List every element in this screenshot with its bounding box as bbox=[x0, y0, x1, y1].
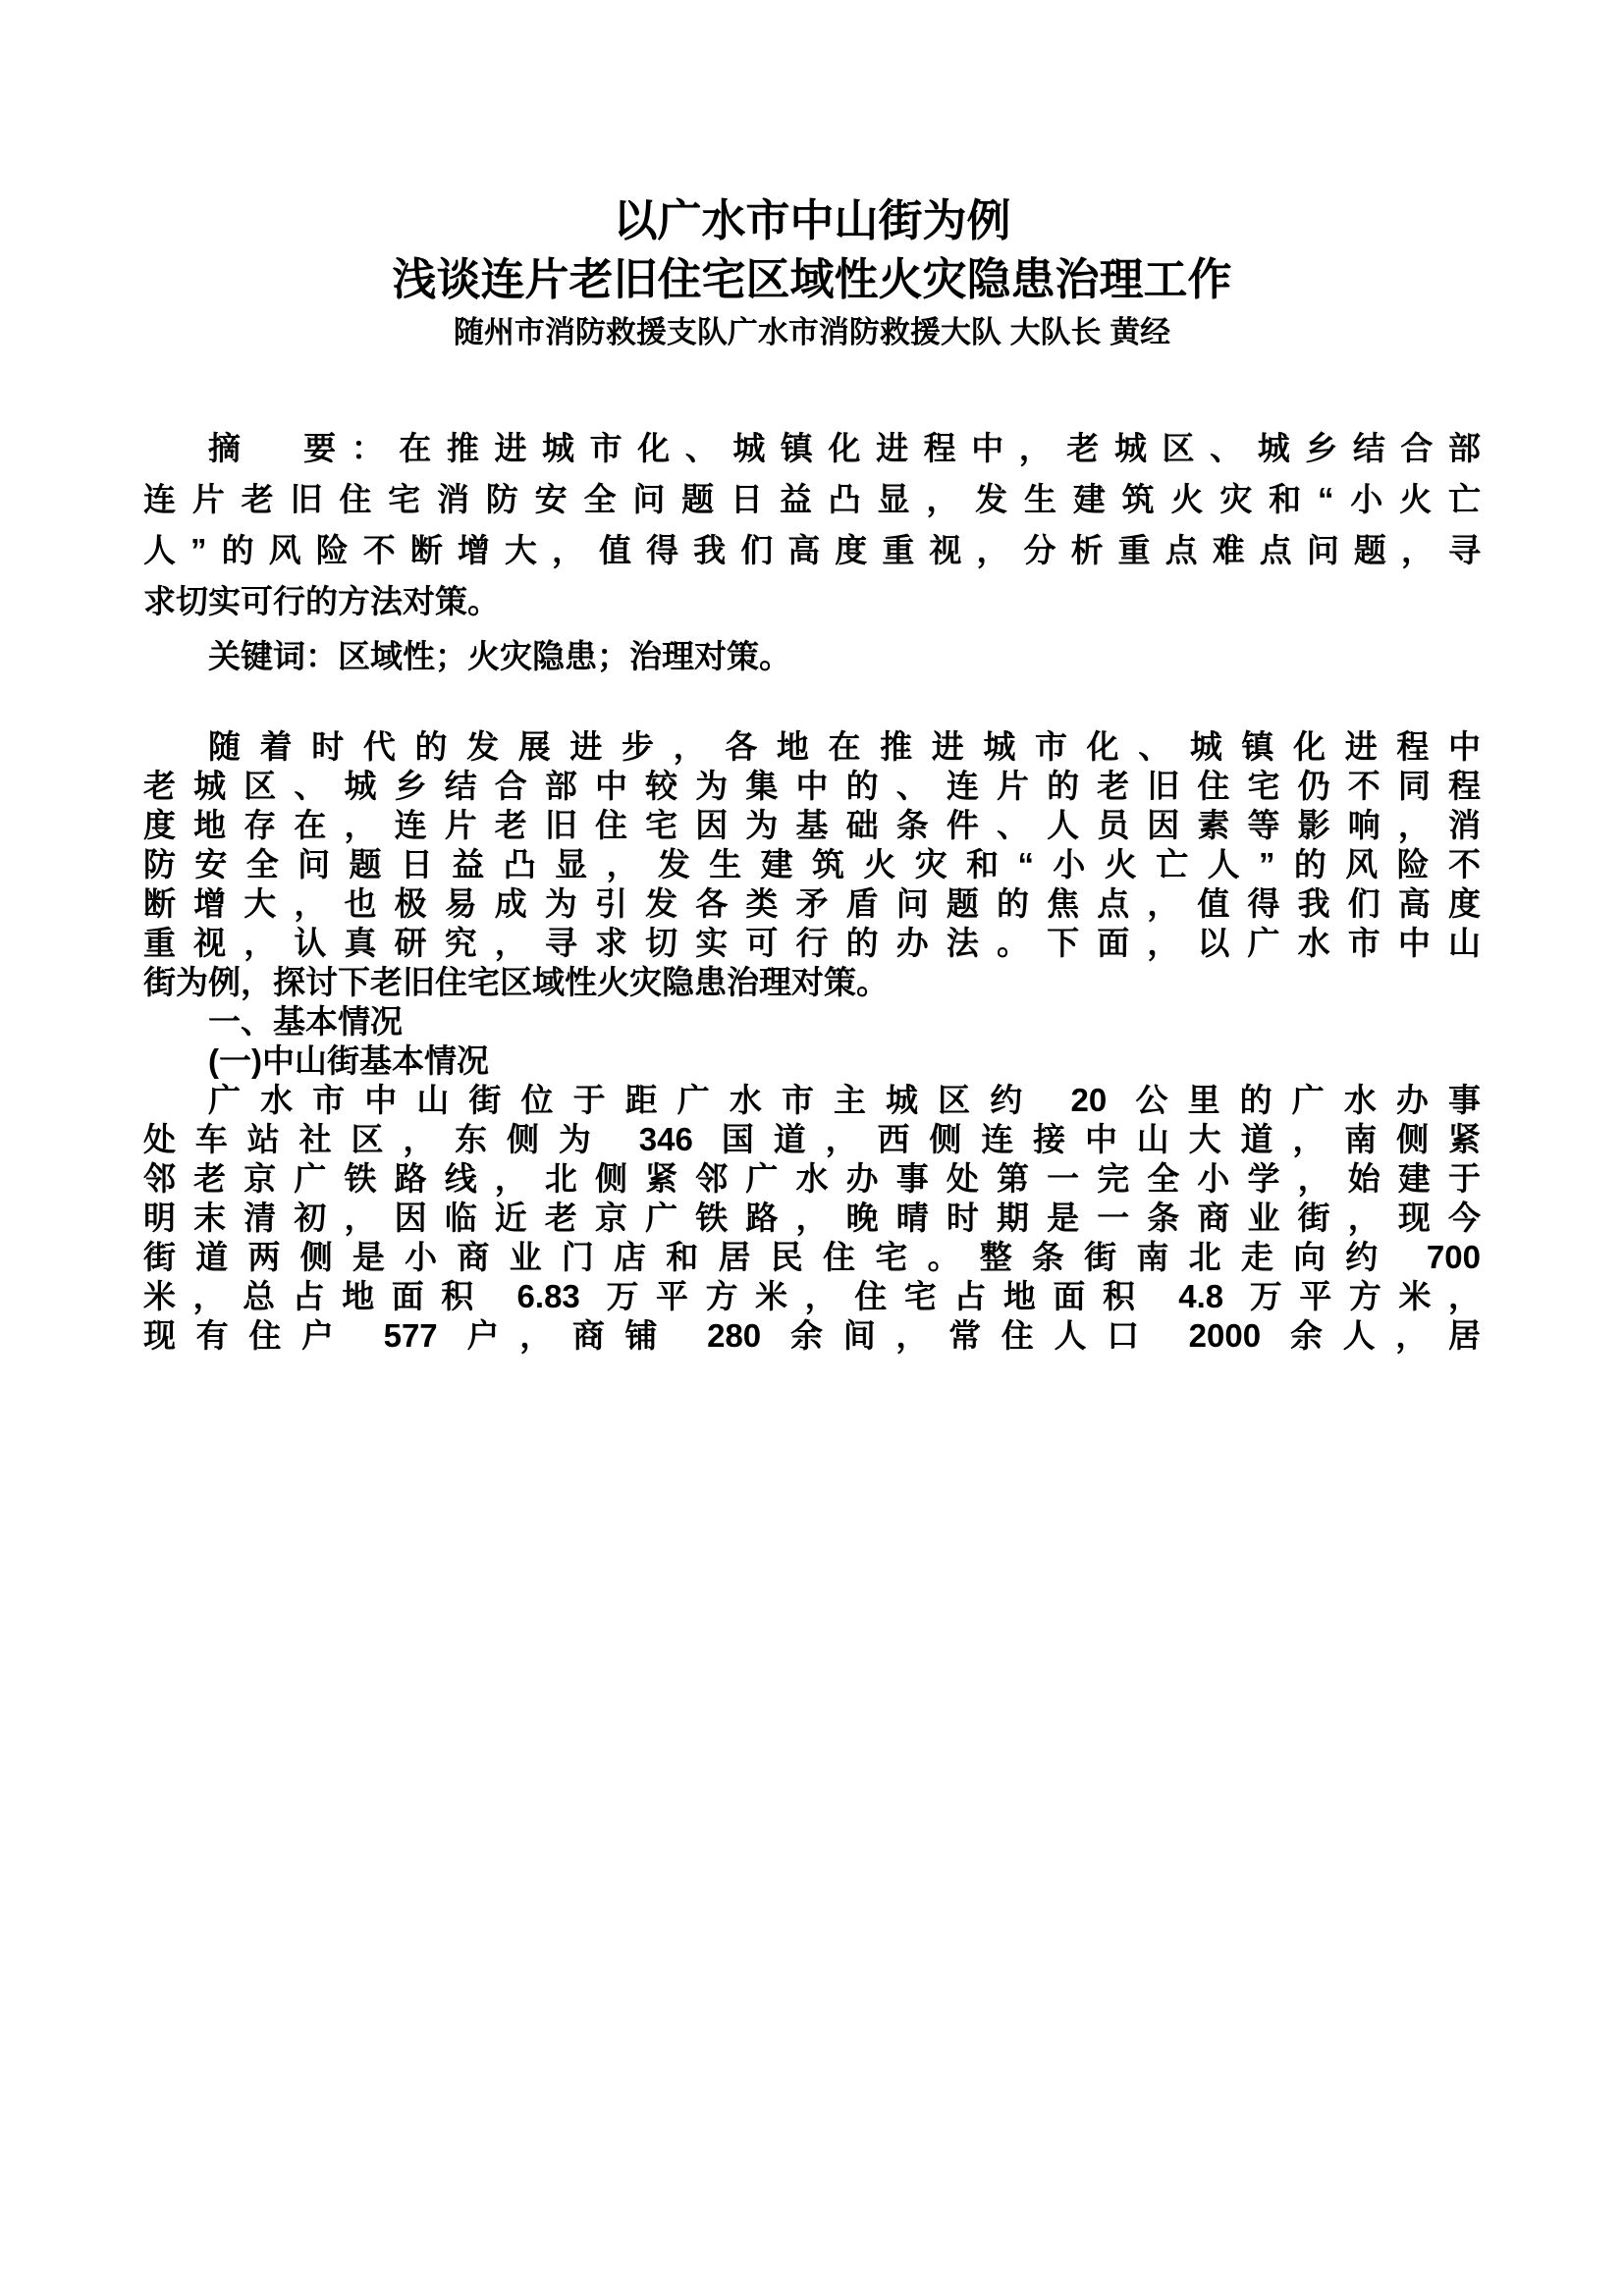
body-paragraph-line: 明末清初，因临近老京广铁路，晚晴时期是一条商业街，现今 bbox=[143, 1200, 1481, 1236]
section-heading-1: 一、基本情况 bbox=[208, 1003, 403, 1040]
body-paragraph-line: 老城区、城乡结合部中较为集中的、连片的老旧住宅仍不同程 bbox=[143, 768, 1481, 804]
body-paragraph-line: 米，总占地面积 6.83 万平方米，住宅占地面积 4.8 万平方米， bbox=[143, 1278, 1481, 1314]
section-heading-2: (一)中山街基本情况 bbox=[208, 1042, 489, 1079]
body-paragraph-line: 现有住户 577 户，商铺 280 余间，常住人口 2000 余人，居 bbox=[143, 1317, 1481, 1354]
document-title bbox=[143, 191, 1481, 309]
body-paragraph-line: 断增大，也极易成为引发各类矛盾问题的焦点，值得我们高度 bbox=[143, 885, 1481, 922]
body-paragraph-line: 随着时代的发展进步，各地在推进城市化、城镇化进程中 bbox=[208, 728, 1481, 765]
abstract-line: 人”的风险不断增大，值得我们高度重视，分析重点难点问题，寻 bbox=[143, 532, 1481, 568]
abstract-line: 求切实可行的方法对策。 bbox=[143, 583, 500, 619]
keywords-line: 关键词：区域性；火灾隐患；治理对策。 bbox=[208, 638, 791, 674]
body-section bbox=[143, 727, 1481, 1356]
document-byline: 随州市消防救援支队广水市消防救援大队 大队长 黄经 bbox=[453, 315, 1171, 349]
abstract-line: 连片老旧住宅消防安全问题日益凸显，发生建筑火灾和“小火亡 bbox=[143, 481, 1481, 517]
abstract-line: 摘 要：在推进城市化、城镇化进程中，老城区、城乡结合部 bbox=[208, 430, 1481, 466]
body-paragraph-line: 街道两侧是小商业门店和居民住宅。整条街南北走向约 700 bbox=[143, 1239, 1481, 1275]
document-title-line-2: 浅谈连片老旧住宅区域性火灾隐患治理工作 bbox=[392, 254, 1232, 304]
body-paragraph-line: 街为例，探讨下老旧住宅区域性火灾隐患治理对策。 bbox=[143, 964, 889, 1000]
body-paragraph-line: 重视，认真研究，寻求切实可行的办法。下面，以广水市中山 bbox=[143, 925, 1481, 961]
body-paragraph-line: 度地存在，连片老旧住宅因为基础条件、人员因素等影响，消 bbox=[143, 807, 1481, 843]
body-paragraph-line: 处车站社区，东侧为 346 国道，西侧连接中山大道，南侧紧 bbox=[143, 1121, 1481, 1157]
body-paragraph-line: 邻老京广铁路线，北侧紧邻广水办事处第一完全小学，始建于 bbox=[143, 1160, 1481, 1197]
body-paragraph-line: 防安全问题日益凸显，发生建筑火灾和“小火亡人”的风险不 bbox=[143, 846, 1481, 882]
body-paragraph-line: 广水市中山街位于距广水市主城区约 20 公里的广水办事 bbox=[208, 1082, 1481, 1118]
document-title-line-1: 以广水市中山街为例 bbox=[613, 195, 1011, 245]
abstract-section bbox=[143, 423, 1481, 682]
